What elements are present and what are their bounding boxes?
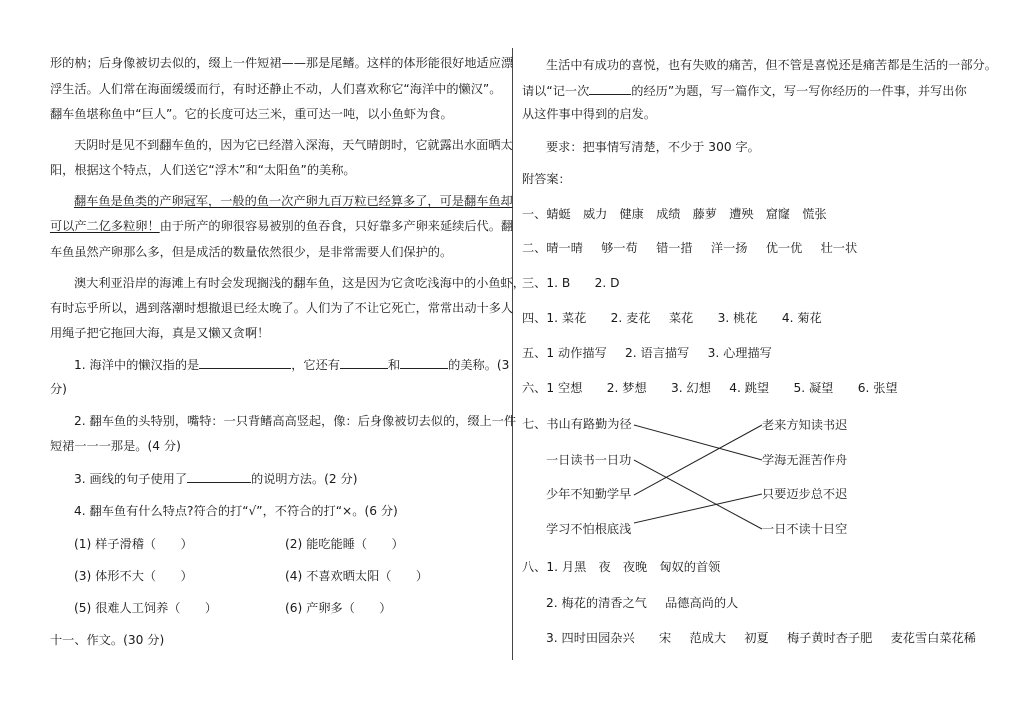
ans-item: 4. 菊花 xyxy=(781,311,822,325)
q-text: 1. 海洋中的懒汉指的是 xyxy=(74,358,200,372)
ans-item: 六、1 空想 xyxy=(522,381,583,395)
ans-item: 壮一状 xyxy=(820,241,858,255)
ans-item: 5. 凝望 xyxy=(793,381,834,395)
option-1: (1) 样子滑稽（ ） xyxy=(74,537,193,551)
q-text: 的美称。(3 xyxy=(448,358,510,372)
text-line: 车鱼虽然产卵那么多，但是成活的数量依然很少，是非常需要人们保护的。 xyxy=(50,245,453,259)
ans-item: 藤萝 xyxy=(692,207,717,221)
ans-item: 菜花 xyxy=(668,311,694,325)
text-line: 阳，根据这个特点，人们送它“浮木”和“太阳鱼”的美称。 xyxy=(50,163,356,177)
ans-item: 3. 幻想 xyxy=(671,381,711,395)
text-line: 分) xyxy=(50,382,67,396)
answer-blank xyxy=(400,356,448,369)
ans-item: 夜晚 xyxy=(622,560,648,574)
match-left-2: 一日读书一日功 xyxy=(546,453,632,467)
question-4: 4. 翻车鱼有什么特点?符合的打“√”，不符合的打“×。(6 分) xyxy=(74,504,398,518)
ans-item: 一、蜻蜓 xyxy=(522,207,571,221)
text-line: 翻车鱼堪称鱼中“巨人”。它的长度可达三米，重可达一吨，以小鱼虾为食。 xyxy=(50,107,453,121)
ans-item: 够一苟 xyxy=(601,241,638,255)
text-line: 生活中有成功的喜悦，也有失败的痛苦，但不管是喜悦还是痛苦都是生活的一部分。 xyxy=(546,58,997,72)
answer-row-6 xyxy=(522,380,898,396)
match-line xyxy=(634,425,762,460)
ans-item: 成绩 xyxy=(656,207,681,221)
option-4: (4) 不喜欢晒太阳（ ） xyxy=(285,569,429,583)
text-line: 用绳子把它拖回大海，真是又懒又贪啊！ xyxy=(50,326,270,340)
q-text: 3. 画线的句子使用了 xyxy=(74,472,188,486)
match-line xyxy=(634,425,762,495)
ans-item: 优一优 xyxy=(765,241,803,255)
answer-blank xyxy=(187,470,251,483)
ans-item: 4. 跳望 xyxy=(729,381,770,395)
ans-item: 慌张 xyxy=(802,207,827,221)
text-line: 短裙一一一那是。(4 分) xyxy=(50,439,181,453)
text-line: 浮生活。人们常在海面缓缓而行，有时还静止不动，人们喜欢称它“海洋中的懒汉”。 xyxy=(50,82,502,96)
match-right-1: 老来方知读书迟 xyxy=(762,418,848,432)
ans-item: 品德高尚的人 xyxy=(665,596,739,610)
answer-row-5 xyxy=(522,345,772,361)
option-5: (5) 很难人工饲养（ ） xyxy=(74,601,218,615)
q-text: 和 xyxy=(387,358,401,372)
ans-item: 宋 xyxy=(659,631,672,645)
ans-item: 洋一扬 xyxy=(710,241,748,255)
text-line xyxy=(50,218,513,234)
ans-item: 6. 张望 xyxy=(857,381,898,395)
ans-item: 2. 梅花的清香之气 xyxy=(546,596,647,610)
match-line xyxy=(634,494,762,523)
text-line: 澳大利亚沿岸的海滩上有时会发现搁浅的翻车鱼，这是因为它贪吃浅海中的小鱼虾， xyxy=(74,276,525,290)
essay-text: 的经历”为题，写一篇作文，写一写你经历的一件事，并写出你 xyxy=(631,84,967,98)
option-3: (3) 体形不大（ ） xyxy=(74,569,193,583)
answer-blank xyxy=(589,82,631,95)
requirement: 要求：把事情写清楚，不少于 300 字。 xyxy=(546,140,760,154)
option-6: (6) 产卵多（ ） xyxy=(285,601,392,615)
match-right-4: 一日不读十日空 xyxy=(762,522,848,536)
ans-item: 匈奴的首领 xyxy=(659,560,721,574)
ans-item: 2. 语言描写 xyxy=(625,346,690,360)
ans-item: 范成大 xyxy=(689,631,727,645)
ans-item: 五、1 动作描写 xyxy=(522,346,607,360)
match-right-3: 只要迈步总不迟 xyxy=(762,487,848,501)
ans-item: 健康 xyxy=(619,207,644,221)
match-left-1: 七、书山有路勤为径 xyxy=(522,417,632,431)
section-heading: 十一、作文。(30 分) xyxy=(50,633,165,647)
option-2: (2) 能吃能睡（ ） xyxy=(285,537,404,551)
ans-item: 窟窿 xyxy=(765,207,791,221)
text-span: 由于所产的卵很容易被别的鱼吞食，只好靠多产卵来延续后代。翻 xyxy=(159,219,514,233)
ans-item: 2. 麦花 xyxy=(610,311,651,325)
ans-item: 三、1. B xyxy=(522,276,571,290)
question-3 xyxy=(74,470,357,487)
match-line xyxy=(634,460,762,529)
text-line: 形的枘；后身像被切去似的，缀上一件短裙——那是尾鳍。这样的体形能很好地适应漂 xyxy=(50,56,514,70)
ans-item: 2. 梦想 xyxy=(606,381,647,395)
essay-text: 请以“记一次 xyxy=(522,84,590,98)
match-left-4: 学习不怕根底浅 xyxy=(546,522,632,536)
ans-item: 八、1. 月黑 xyxy=(522,560,587,574)
ans-item: 威力 xyxy=(582,207,608,221)
answer-row-8-2 xyxy=(546,595,738,611)
match-left-3: 少年不知勤学早 xyxy=(546,487,632,501)
ans-item: 梅子黄时杏子肥 xyxy=(786,631,873,645)
ans-item: 2. D xyxy=(594,276,620,290)
answer-row-1 xyxy=(522,206,827,222)
ans-item: 夜 xyxy=(598,560,611,574)
answer-row-2 xyxy=(522,240,857,256)
ans-item: 初夏 xyxy=(744,631,769,645)
answer-row-4 xyxy=(522,310,822,326)
ans-item: 3. 四时田园杂兴 xyxy=(546,631,635,645)
answers-title: 附答案： xyxy=(522,172,571,186)
underlined-sentence: 可以产二亿多粒卵！ xyxy=(50,219,160,233)
answer-row-8-3 xyxy=(546,630,976,646)
question-1 xyxy=(74,356,509,373)
ans-item: 二、晴一晴 xyxy=(522,241,583,255)
match-right-2: 学海无涯苦作舟 xyxy=(762,453,848,467)
text-line: 从这件事中得到的启发。 xyxy=(522,107,657,121)
q-text: 的说明方法。(2 分) xyxy=(251,472,358,486)
ans-item: 麦花雪白菜花稀 xyxy=(890,631,976,645)
ans-item: 3. 桃花 xyxy=(717,311,758,325)
question-2: 2. 翻车鱼的头特别，嘴特：一只背鳍高高竖起，像：后身像被切去似的，缀上一件 xyxy=(74,414,517,428)
q-text: ，它还有 xyxy=(291,358,340,372)
ans-item: 3. 心理描写 xyxy=(707,346,772,360)
ans-item: 遭殃 xyxy=(729,207,754,221)
text-line: 有时忘乎所以，遇到落潮时想撤退已经太晚了。人们为了不让它死亡，常常出动十多人 xyxy=(50,301,514,315)
answer-row-3 xyxy=(522,275,620,291)
text-line xyxy=(522,82,967,99)
text-line: 天阴时是见不到翻车鱼的，因为它已经潜入深海，天气晴朗时，它就露出水面晒太 xyxy=(74,138,513,152)
answer-blank xyxy=(340,356,388,369)
ans-item: 错一措 xyxy=(656,241,693,255)
ans-item: 四、1. 菜花 xyxy=(522,311,587,325)
answer-blank xyxy=(199,356,291,369)
answer-row-8-1 xyxy=(522,559,720,575)
underlined-sentence: 翻车鱼是鱼类的产卵冠军，一般的鱼一次产卵九百万粒已经算多了，可是翻车鱼却 xyxy=(74,194,513,208)
